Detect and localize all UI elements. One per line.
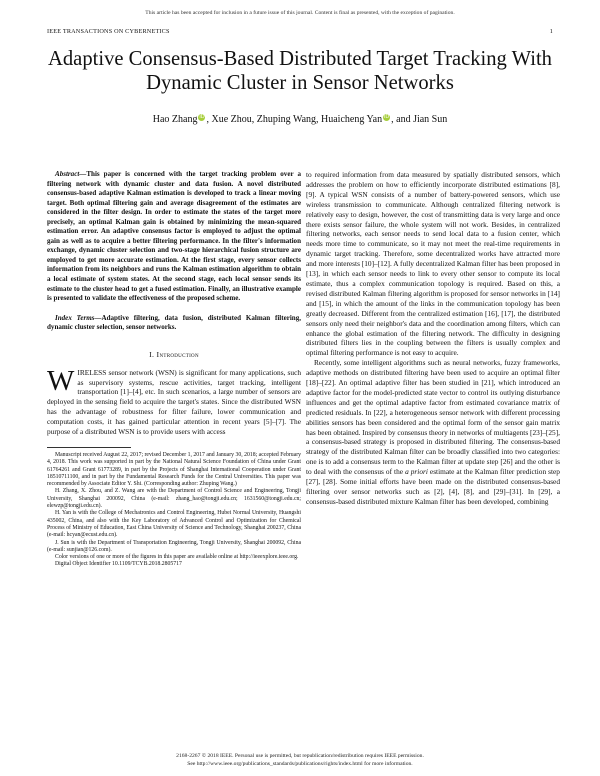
intro-text: sensor network (WSN) is significant for many applications, such as supervisory systems, rescue activities, target tracking, intelligent transportation [1]–[4], etc. In such scenarios, a large number of sensors are deployed in the sensing field to acquire the target's states. Since the distributed WSN has the advantage of robustness for filter failure, lower communication and computation costs, it has gained particular attention in recent years [5]–[7]. The purpose of a distributed WSN is to provide users with access	[47, 367, 301, 437]
left-column	[47, 170, 301, 569]
footnote-color-versions: Color versions of one or more of the figures in this paper are available online at http://ieeexplore.ieee.org.	[55, 554, 299, 561]
page-number: 1	[549, 28, 553, 35]
copyright-line: 2168-2267 © 2018 IEEE. Personal use is permitted, but republication/redistribution requires IEEE permission.	[176, 753, 424, 759]
footnote-manuscript: Manuscript received August 22, 2017; revised December 1, 2017 and January 30, 2018; accepted February 4, 2018. This work was supported in part by the National Natural Science Foundation of China under Grant 61764261 and Grant 61773289, in part by the Projects of Shanghai International Cooperation under Grant 18510711100, and in part by the Fundamental Research Funds for the Central Universities. This paper was recommended by Associate Editor Y. Shi. (Corresponding author: Zhuping Wang.)	[47, 452, 301, 488]
body-paragraph-1: to required information from data measured by spatially distributed sensors, which addresses the problem on how to efficiently incorporate distributed estimations [8], [9]. A typical WSN consists of a number of battery-powered sensors, which use wireless transmission to communicate. Although centralized filtering network is relatively easy to design, however, the cost of transmitting data is very large and once there exists sensor failure, the whole system will not work. Besides, in centralized filtering networks, each sensor needs to send local data to a fusion center, which needs more time to communicate, so it may not meet the real-time requirements in dynamic target tracking. Therefore, some decentralized works have attracted more and more interests [10]–[12]. A fully decentralized Kalman filter has been proposed in [13], in which each sensor needs to link to every other sensor to compute its local estimate, thus a complex communication topology is required. Based on this, a revised distributed Kalman filtering algorithm is proposed for sensor networks in [14] and [15], in which the amount of the links in the communication topology has been greatly decreased. Different from the centralized estimation [16], [17], the distributed sensors only need their neighbor's data and the coordination among filters, which can enhance the global estimation of the filtering network. The difficulty in designing distributed filters lies in the coupling between the filters is usually complex and optimal filtering performance is not easy to acquire.	[306, 170, 560, 358]
intro-paragraph	[47, 364, 301, 437]
acceptance-notice: This article has been accepted for inclusion in a future issue of this journal. Content is final as presented, with the exception of pagination.	[145, 10, 455, 16]
index-terms-label: Index Terms—	[55, 313, 102, 322]
footnote-divider	[47, 447, 131, 448]
abstract	[47, 170, 301, 304]
journal-name: IEEE TRANSACTIONS ON CYBERNETICS	[47, 28, 170, 35]
running-head	[47, 28, 553, 37]
index-terms	[47, 314, 301, 333]
section-numeral: I.	[149, 349, 157, 359]
footnote-affiliation-2: H. Yan is with the College of Mechatronics and Control Engineering, Hubei Normal University, Huangshi 435002, China, and also with the Key Laboratory of Advanced Control and Optimization for Chemical Process of Ministry of Education, East China University of Science and Technology, Shanghai 200237, China (e-mail: hcyan@ecust.edu.cn).	[47, 510, 301, 539]
emphasis-a-priori: a priori	[405, 467, 428, 477]
authors-last: , and Jian Sun	[391, 114, 448, 125]
rights-link-line[interactable]: See http://www.ieee.org/publications_standards/publications/rights/index.html for more information.	[187, 760, 413, 767]
body-paragraph-2-start: Recently, some intelligent algorithms such as neural networks, fuzzy frameworks, adaptive methods on distributed filtering have been used to acquire an optimal filter [18]–[22]. An optimal adaptive filter has been studied in [21], which introduced an adaptive factor for the model-predicted state vector to control its outlying disturbance influences and get the optimal adaptive factor from estimated covariance matrix of predicted residuals. In [22], a heterogeneous sensor network with different processing abilities sensors has been considered and the optimal form of the sensor gain matrix has been obtained. Inspired by consensus theory in networks of multiagents [23]–[25], a consensus-based strategy is proposed in distributed filtering. The consensus-based strategy of the distributed Kalman filter can be broadly classified into two categories: one is to add a consensus term to the Kalman filter at update step [26] and the other is to deal with the consensus of the	[306, 358, 560, 477]
author-1: Hao Zhang	[152, 114, 198, 125]
intro-caps: IRELESS	[77, 367, 107, 377]
footnote-affiliation-1: H. Zhang, X. Zhou, and Z. Wang are with the Department of Control Science and Engineering, Tongji University, Shanghai 200092, China (e-mail: zhang_hao@tongji.edu.cn; 1631560@tongji.edu.cn; elewzp@tongji.edu.cn).	[47, 488, 301, 510]
index-terms-text: Adaptive filtering, data fusion, distributed Kalman filtering, dynamic cluster selection, sensor networks.	[47, 313, 301, 332]
footnote-doi: Digital Object Identifier 10.1109/TCYB.2018.2805717	[55, 561, 182, 568]
abstract-label: Abstract—	[55, 170, 87, 178]
body-paragraph-2	[306, 358, 560, 507]
authors-middle: , Xue Zhou, Zhuping Wang, Huaicheng Yan	[206, 114, 383, 125]
copyright-footer	[0, 753, 600, 768]
author-list	[40, 114, 560, 126]
orcid-icon[interactable]: iD	[199, 114, 205, 120]
orcid-icon[interactable]: iD	[384, 114, 390, 120]
footnote-affiliation-3: J. Sun is with the Department of Transportation Engineering, Tongji University, Shanghai 200092, China (e-mail: sunjian@126.com).	[47, 539, 301, 553]
drop-cap: W	[47, 364, 75, 397]
section-heading	[47, 350, 301, 360]
right-column	[306, 170, 560, 507]
abstract-text: This paper is concerned with the target tracking problem over a filtering network with dynamic cluster and data fusion. A novel distributed consensus-based adaptive Kalman estimation is developed to track a linear moving target. Both optimal filtering gain and average disagreement of the estimates are considered in the filter design. In order to estimate the states of the target more precisely, an optimal Kalman gain is obtained by minimizing the mean-squared estimation error. An adaptive consensus factor is employed to adjust the optimal gain as well as to acquire a better filtering performance. In the filter's information exchange, dynamic cluster selection and two-stage hierarchical fusion structure are employed to get more accurate estimation. At the first stage, every sensor collects information from its neighbors and runs the Kalman estimation algorithm to obtain a local estimate of system states. At the second stage, each local sensor sends its estimate to the cluster head to get a fused estimation. Finally, an illustrative example is presented to validate the effectiveness of the proposed scheme.	[47, 170, 301, 303]
paper-title: Adaptive Consensus-Based Distributed Target Tracking With Dynamic Cluster in Sensor Networks	[48, 48, 552, 94]
section-name: Introduction	[156, 349, 199, 359]
body-paragraph-2-end: estimate at the Kalman filter prediction step [27], [28]. Some initial efforts have been made on the distributed consensus-based filtering over sensor networks such as [2], [4], [8], and [29]–[31]. In [29], a consensus-based distributed mixture Kalman filter has been developed, combining	[306, 467, 560, 506]
